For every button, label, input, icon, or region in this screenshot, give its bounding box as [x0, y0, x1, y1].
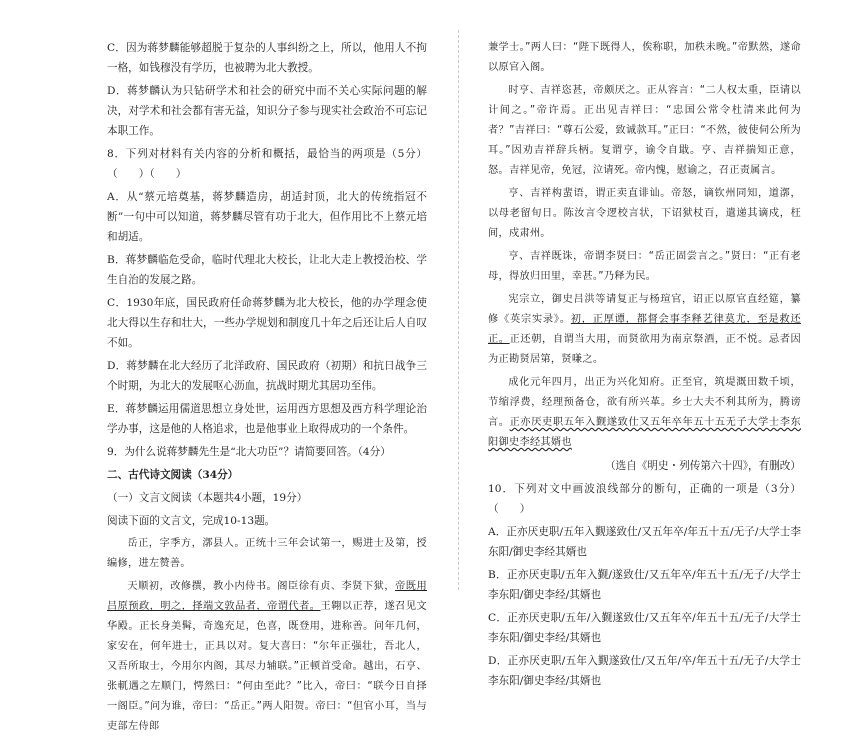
classical-text-paragraph-8 — [488, 373, 801, 453]
question-7-option-c: C．因为蒋梦麟能够超脱于复杂的人事纠纷之上，所以，他用人不拘一格，如钱穆没有学历，也被聘为北大教授。 — [107, 42, 427, 74]
right-column — [488, 38, 801, 694]
underlined-sentence: 帝既用吕原预政，明之，择端文敦品者，帝谓代者。 — [107, 581, 427, 612]
question-8-option-a: A．从“蔡元培奠基，蒋梦麟造房，胡适封顶，北大的传统指冠不断”一句中可以知道，蒋梦麟尽管有功于北大，但作用比不上蔡元培和胡适。 — [107, 191, 427, 243]
source-citation: （选自《明史・列传第六十四》，有删改） — [605, 460, 801, 472]
page-fold-divider — [458, 30, 459, 590]
reading-instruction: 阅读下面的文言文，完成10-13题。 — [107, 515, 276, 527]
question-8-option-d: D．蒋梦麟在北大经历了北洋政府、国民政府（初期）和抗日战争三个时期，为北大的发展呕心沥血，抗战时期尤其居功至伟。 — [107, 360, 427, 392]
question-8-option-c: C．1930年底，国民政府任命蒋梦麟为北大校长，他的办学理念使北大得以生存和壮大，一些办学规划和制度几十年之后还让后人自叹不如。 — [107, 297, 427, 349]
question-9: 9．为什么说蒋梦麟先生是“北大功臣”？请简要回答。（4分） — [107, 446, 391, 458]
question-8-stem: 8．下列对材料有关内容的分析和概括，最恰当的两项是（5分）（ ）（ ） — [107, 148, 427, 180]
question-10-option-a: A．正亦厌吏职/五年入觐遂致仕/又五年卒/年五十五/无子/大学士李东阳/御史李经其婿也 — [488, 526, 801, 558]
question-8-option-e: E．蒋梦麟运用儒道思想立身处世，运用西方思想及西方科学理论治学办事，这是他的人格追求，也是他事业上取得成功的一个条件。 — [107, 403, 427, 435]
question-7-option-d: D．蒋梦麟认为只钻研学术和社会的研究中而不关心实际问题的解决，对学术和社会都有害无益，知识分子参与现实社会政治不可忘记本职工作。 — [107, 85, 427, 137]
subsection-heading: （一）文言文阅读（本题共4小题，19分） — [107, 492, 308, 504]
wavy-underlined-passage: 正亦厌吏职五年入觐遂致仕又五年卒年五十五无子大学士李东阳御史李经其婿也 — [488, 417, 801, 448]
question-10-option-b: B．正亦厌吏职/五年入觐/遂致仕/又五年卒/年五十五/无子/大学士李东阳/御史李经/其婿也 — [488, 569, 801, 601]
classical-text-paragraph-6: 亨、吉祥既诛，帝谓李贤曰：“岳正固尝言之。”贤曰：“正有老母，得放归田里，幸甚。”乃释为民。 — [488, 251, 801, 282]
question-8-option-b: B．蒋梦麟临危受命，临时代理北大校长，让北大走上教授治校、学生自治的发展之路。 — [107, 254, 427, 286]
classical-text-segment: 正还朝，自谓当大用，而贤欲用为南京祭酒，正不悦。忌者因为正勘贤居第，贤嗛之。 — [488, 334, 801, 365]
classical-text-segment: 天顺初，改修撰，教小内侍书。阁臣徐有贞、李贤下狱， — [127, 581, 396, 592]
question-10-stem: 10．下列对文中画波浪线部分的断句，正确的一项是（3分）（ ） — [488, 483, 801, 515]
classical-text-paragraph-7 — [488, 290, 801, 370]
question-10-option-d: D．正亦厌吏职/五年入觐遂致仕/又五年/卒/年五十五/无子/大学士李东阳/御史李经/其婿也 — [488, 655, 801, 687]
classical-text-segment: 宪宗立，御史吕洪等请复正与杨瑄官，诏正以原官直经筵，纂修《英宗实录》。 — [488, 294, 801, 325]
left-column — [107, 38, 427, 740]
classical-text-segment: 王翱以正荐，遂召见文华殿。正长身美髯，奇逸充足，色喜，既登用，进称善。问年几何，家安在，何年进士，正具以对。复大喜曰：“尔年正强壮，吾北人，又吾所取士，今用尔内阁，其尽力辅联。”正顿首受命。越出，石亨、张軏遇之左顺门，愕然曰：“何由至此？”比入，帝曰：“联今日自择一阁臣。”问为谁，帝曰：“岳正。”两人阳贺。帝曰：“但官小耳，当与吏部左侍郎 — [107, 601, 428, 732]
classical-text-paragraph-2 — [107, 577, 427, 737]
underlined-sentence: 初，正厚谭，都督会事李释艺律莫尤，至是救还正。 — [488, 314, 801, 345]
question-10-option-c: C．正亦厌吏职/五年/入觐遂致仕/又五年卒/年五十五/无子/大学士李东阳/御史李经/其婿也 — [488, 612, 801, 644]
classical-text-paragraph-3: 兼学士。”两人曰：“陛下既得人，俟称职，加秩未晚。”帝默然，遂命以原官入阁。 — [488, 42, 801, 73]
classical-text-paragraph-1: 岳正，字季方，漷县人。正统十三年会试第一，赐进士及第，授编修，进左赞善。 — [107, 538, 427, 569]
classical-text-paragraph-4: 时亨、吉祥恣甚，帝颇厌之。正从容言：“二人权太重，臣请以计间之。”帝许焉。正出见吉祥曰：“忠国公常令杜清来此何为者？”吉祥曰：“尊石公爱，致诚款耳。”正曰：“不然，彼使伺公所为耳。”因劝吉祥辞兵柄。复谓亨，谕令自戢。亨、吉祥揣知正意，怒。吉祥见帝，免冠，泣请死。帝内愧，慰谕之，召正责属言。 — [488, 85, 801, 176]
classical-text-paragraph-5: 亨、吉祥构蜚语，谓正卖直诽讪。帝怒，谪钦州同知，道漷，以母老留旬日。陈汝言令逻校言状，下诏狱杖百，遣递其谪戍，枉间，戍肃州。 — [488, 188, 801, 239]
section-2-heading: 二、古代诗文阅读（34分） — [107, 469, 239, 481]
classical-text-segment: 成化元年四月，出正为兴化知府。正至官，筑堤溉田数千顷，节缩浮费，经理预备仓，欲有所兴革。乡士大夫不利其所为，腾谤言。 — [488, 377, 801, 428]
